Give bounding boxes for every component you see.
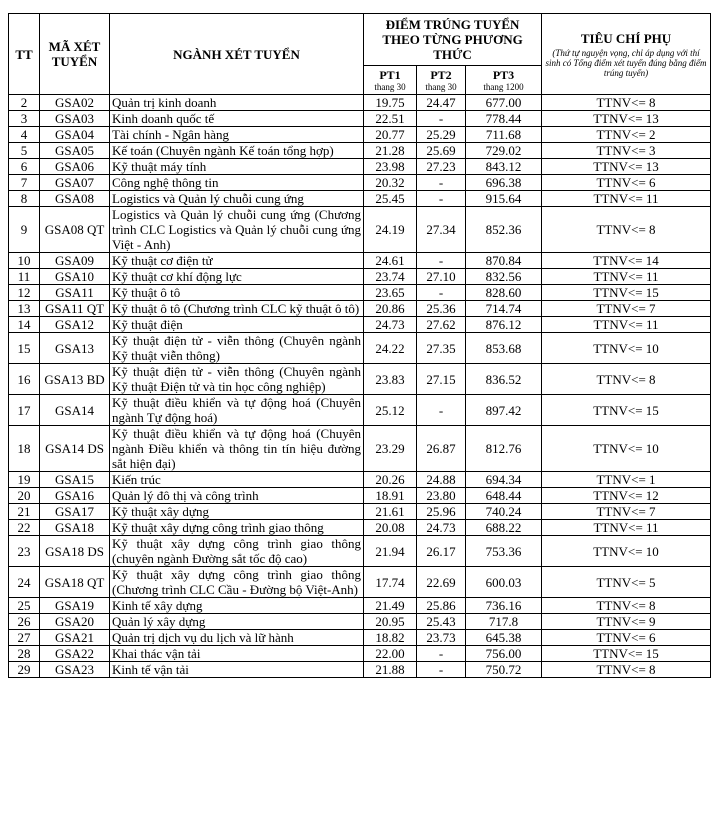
table-row [9, 614, 711, 630]
row-criteria: TTNV<= 11 [542, 191, 711, 207]
table-row [9, 504, 711, 520]
row-criteria: TTNV<= 8 [542, 207, 711, 253]
row-pt1-score: 20.95 [364, 614, 417, 630]
row-criteria: TTNV<= 10 [542, 333, 711, 364]
table-row [9, 333, 711, 364]
row-number: 28 [9, 646, 40, 662]
row-pt2-score: 23.80 [417, 488, 466, 504]
row-code: GSA08 QT [40, 207, 110, 253]
row-number: 19 [9, 472, 40, 488]
row-major: Kiến trúc [110, 472, 364, 488]
row-number: 26 [9, 614, 40, 630]
row-pt1-score: 22.00 [364, 646, 417, 662]
row-number: 6 [9, 159, 40, 175]
header-criteria [542, 14, 711, 95]
row-major: Tài chính - Ngân hàng [110, 127, 364, 143]
header-tt: TT [9, 14, 40, 95]
row-pt1-score: 17.74 [364, 567, 417, 598]
row-pt3-score: 836.52 [466, 364, 542, 395]
row-pt3-score: 756.00 [466, 646, 542, 662]
row-major: Quản trị kinh doanh [110, 95, 364, 111]
table-row [9, 646, 711, 662]
header-pt1-scale: thang 30 [374, 81, 406, 92]
table-row [9, 111, 711, 127]
table-header [9, 14, 711, 95]
row-criteria: TTNV<= 7 [542, 301, 711, 317]
table-row [9, 567, 711, 598]
row-pt1-score: 25.45 [364, 191, 417, 207]
row-criteria: TTNV<= 6 [542, 175, 711, 191]
row-pt3-score: 696.38 [466, 175, 542, 191]
row-pt3-score: 694.34 [466, 472, 542, 488]
row-pt3-score: 852.36 [466, 207, 542, 253]
row-pt2-score: 25.43 [417, 614, 466, 630]
row-pt3-score: 753.36 [466, 536, 542, 567]
row-code: GSA22 [40, 646, 110, 662]
row-criteria: TTNV<= 6 [542, 630, 711, 646]
header-pt1-label: PT1 [379, 67, 401, 82]
table-row [9, 191, 711, 207]
table-body [9, 95, 711, 678]
row-code: GSA11 [40, 285, 110, 301]
row-pt3-score: 750.72 [466, 662, 542, 678]
row-major: Kỹ thuật cơ điện tử [110, 253, 364, 269]
row-major: Kinh tế xây dựng [110, 598, 364, 614]
row-pt3-score: 812.76 [466, 426, 542, 472]
header-pt3-label: PT3 [492, 67, 515, 82]
header-criteria-title: TIÊU CHÍ PHỤ [580, 30, 672, 46]
table-row [9, 520, 711, 536]
row-code: GSA14 [40, 395, 110, 426]
table-row [9, 269, 711, 285]
row-criteria: TTNV<= 15 [542, 285, 711, 301]
row-criteria: TTNV<= 15 [542, 395, 711, 426]
header-pt2 [417, 66, 466, 95]
row-criteria: TTNV<= 9 [542, 614, 711, 630]
row-pt3-score: 645.38 [466, 630, 542, 646]
row-pt3-score: 717.8 [466, 614, 542, 630]
row-pt1-score: 22.51 [364, 111, 417, 127]
row-number: 2 [9, 95, 40, 111]
row-pt2-score: 22.69 [417, 567, 466, 598]
header-pt2-label: PT2 [430, 67, 452, 82]
row-number: 11 [9, 269, 40, 285]
row-pt1-score: 25.12 [364, 395, 417, 426]
header-pt3 [466, 66, 542, 95]
row-pt3-score: 778.44 [466, 111, 542, 127]
row-pt1-score: 23.74 [364, 269, 417, 285]
header-score-group: ĐIỂM TRÚNG TUYỂN THEO TỪNG PHƯƠNG THỨC [364, 14, 542, 66]
row-pt3-score: 740.24 [466, 504, 542, 520]
header-code: MÃ XÉT TUYỂN [40, 14, 110, 95]
row-code: GSA14 DS [40, 426, 110, 472]
row-major: Kỹ thuật ô tô (Chương trình CLC kỹ thuật ô tô) [110, 301, 364, 317]
row-code: GSA15 [40, 472, 110, 488]
row-criteria: TTNV<= 2 [542, 127, 711, 143]
row-pt2-score: 24.47 [417, 95, 466, 111]
row-pt1-score: 21.49 [364, 598, 417, 614]
table-row [9, 159, 711, 175]
header-major: NGÀNH XÉT TUYỂN [110, 14, 364, 95]
row-number: 4 [9, 127, 40, 143]
row-criteria: TTNV<= 12 [542, 488, 711, 504]
row-pt2-score: 23.73 [417, 630, 466, 646]
row-number: 12 [9, 285, 40, 301]
row-code: GSA04 [40, 127, 110, 143]
row-pt2-score: 27.15 [417, 364, 466, 395]
row-number: 15 [9, 333, 40, 364]
row-major: Kỹ thuật xây dựng công trình giao thông (Chương trình CLC Cầu - Đường bộ Việt-Anh) [110, 567, 364, 598]
row-pt2-score: - [417, 395, 466, 426]
row-code: GSA13 [40, 333, 110, 364]
row-code: GSA06 [40, 159, 110, 175]
row-pt2-score: 27.34 [417, 207, 466, 253]
row-criteria: TTNV<= 13 [542, 111, 711, 127]
row-number: 8 [9, 191, 40, 207]
admission-scores-document [8, 13, 710, 678]
row-pt1-score: 20.26 [364, 472, 417, 488]
row-pt2-score: - [417, 646, 466, 662]
row-number: 23 [9, 536, 40, 567]
row-pt1-score: 21.94 [364, 536, 417, 567]
row-pt1-score: 21.88 [364, 662, 417, 678]
row-pt1-score: 20.86 [364, 301, 417, 317]
row-number: 20 [9, 488, 40, 504]
row-pt1-score: 23.83 [364, 364, 417, 395]
row-pt2-score: 24.73 [417, 520, 466, 536]
row-criteria: TTNV<= 8 [542, 662, 711, 678]
row-criteria: TTNV<= 15 [542, 646, 711, 662]
row-major: Kỹ thuật điều khiển và tự động hoá (Chuyên ngành Điều khiển và thông tin tín hiệu đường sắt hiện đại) [110, 426, 364, 472]
row-criteria: TTNV<= 5 [542, 567, 711, 598]
row-pt1-score: 24.73 [364, 317, 417, 333]
row-pt2-score: 27.23 [417, 159, 466, 175]
row-pt2-score: - [417, 662, 466, 678]
row-code: GSA17 [40, 504, 110, 520]
row-pt2-score: - [417, 253, 466, 269]
row-pt2-score: - [417, 111, 466, 127]
row-number: 21 [9, 504, 40, 520]
row-pt1-score: 23.98 [364, 159, 417, 175]
row-criteria: TTNV<= 7 [542, 504, 711, 520]
table-row [9, 364, 711, 395]
row-major: Logistics và Quản lý chuỗi cung ứng (Chương trình CLC Logistics và Quản lý chuỗi cung ứng Việt - Anh) [110, 207, 364, 253]
row-pt1-score: 18.82 [364, 630, 417, 646]
table-row [9, 127, 711, 143]
header-criteria-note: (Thứ tự nguyện vọng, chỉ áp dụng với thí sinh có Tổng điểm xét tuyển đúng bằng điểm trúng tuyển) [545, 47, 707, 78]
row-pt1-score: 18.91 [364, 488, 417, 504]
row-criteria: TTNV<= 10 [542, 536, 711, 567]
row-pt1-score: 20.77 [364, 127, 417, 143]
row-major: Kỹ thuật điện tử - viễn thông (Chuyên ngành Kỹ thuật viễn thông) [110, 333, 364, 364]
row-pt3-score: 897.42 [466, 395, 542, 426]
row-number: 17 [9, 395, 40, 426]
row-pt1-score: 20.32 [364, 175, 417, 191]
row-pt3-score: 853.68 [466, 333, 542, 364]
row-criteria: TTNV<= 11 [542, 317, 711, 333]
row-pt2-score: 26.87 [417, 426, 466, 472]
row-number: 13 [9, 301, 40, 317]
row-pt2-score: 26.17 [417, 536, 466, 567]
row-pt2-score: 27.10 [417, 269, 466, 285]
row-major: Kỹ thuật cơ khí động lực [110, 269, 364, 285]
table-row [9, 426, 711, 472]
row-pt3-score: 915.64 [466, 191, 542, 207]
row-code: GSA08 [40, 191, 110, 207]
table-row [9, 253, 711, 269]
row-pt1-score: 24.19 [364, 207, 417, 253]
row-pt2-score: 25.69 [417, 143, 466, 159]
row-major: Kỹ thuật máy tính [110, 159, 364, 175]
row-pt3-score: 832.56 [466, 269, 542, 285]
row-code: GSA11 QT [40, 301, 110, 317]
row-number: 24 [9, 567, 40, 598]
row-pt1-score: 21.28 [364, 143, 417, 159]
row-pt3-score: 870.84 [466, 253, 542, 269]
row-code: GSA13 BD [40, 364, 110, 395]
row-major: Kỹ thuật xây dựng [110, 504, 364, 520]
table-row [9, 317, 711, 333]
row-pt3-score: 843.12 [466, 159, 542, 175]
row-code: GSA19 [40, 598, 110, 614]
row-pt3-score: 828.60 [466, 285, 542, 301]
row-code: GSA07 [40, 175, 110, 191]
row-pt1-score: 20.08 [364, 520, 417, 536]
row-major: Kỹ thuật ô tô [110, 285, 364, 301]
row-criteria: TTNV<= 1 [542, 472, 711, 488]
row-major: Kỹ thuật xây dựng công trình giao thông (chuyên ngành Đường sắt tốc độ cao) [110, 536, 364, 567]
row-criteria: TTNV<= 3 [542, 143, 711, 159]
row-major: Khai thác vận tải [110, 646, 364, 662]
row-pt2-score: - [417, 191, 466, 207]
row-number: 7 [9, 175, 40, 191]
table-row [9, 175, 711, 191]
admission-scores-table [8, 13, 711, 678]
row-major: Quản lý đô thị và công trình [110, 488, 364, 504]
table-row [9, 630, 711, 646]
table-row [9, 143, 711, 159]
row-major: Kỹ thuật xây dựng công trình giao thông [110, 520, 364, 536]
row-major: Kỹ thuật điện tử - viễn thông (Chuyên ngành Kỹ thuật Điện tử và tin học công nghiệp) [110, 364, 364, 395]
row-criteria: TTNV<= 10 [542, 426, 711, 472]
row-pt2-score: 25.96 [417, 504, 466, 520]
row-number: 18 [9, 426, 40, 472]
row-criteria: TTNV<= 8 [542, 95, 711, 111]
row-number: 3 [9, 111, 40, 127]
row-code: GSA20 [40, 614, 110, 630]
row-code: GSA10 [40, 269, 110, 285]
row-pt2-score: 27.35 [417, 333, 466, 364]
table-row [9, 598, 711, 614]
row-criteria: TTNV<= 14 [542, 253, 711, 269]
row-major: Kinh tế vận tải [110, 662, 364, 678]
row-code: GSA16 [40, 488, 110, 504]
row-pt1-score: 24.61 [364, 253, 417, 269]
row-pt3-score: 876.12 [466, 317, 542, 333]
row-criteria: TTNV<= 11 [542, 520, 711, 536]
row-code: GSA12 [40, 317, 110, 333]
row-major: Kỹ thuật điều khiển và tự động hoá (Chuyên ngành Tự động hoá) [110, 395, 364, 426]
table-row [9, 95, 711, 111]
row-number: 9 [9, 207, 40, 253]
row-criteria: TTNV<= 13 [542, 159, 711, 175]
row-pt1-score: 24.22 [364, 333, 417, 364]
row-code: GSA05 [40, 143, 110, 159]
row-major: Kỹ thuật điện [110, 317, 364, 333]
table-row [9, 662, 711, 678]
row-major: Kế toán (Chuyên ngành Kế toán tổng hợp) [110, 143, 364, 159]
row-pt1-score: 19.75 [364, 95, 417, 111]
table-row [9, 488, 711, 504]
row-pt1-score: 21.61 [364, 504, 417, 520]
row-pt2-score: 25.29 [417, 127, 466, 143]
row-major: Kinh doanh quốc tế [110, 111, 364, 127]
row-pt3-score: 711.68 [466, 127, 542, 143]
row-pt3-score: 688.22 [466, 520, 542, 536]
header-pt1 [364, 66, 417, 95]
row-pt3-score: 648.44 [466, 488, 542, 504]
row-code: GSA18 QT [40, 567, 110, 598]
row-code: GSA18 [40, 520, 110, 536]
table-row [9, 395, 711, 426]
row-code: GSA21 [40, 630, 110, 646]
row-number: 10 [9, 253, 40, 269]
row-criteria: TTNV<= 8 [542, 364, 711, 395]
row-major: Logistics và Quản lý chuỗi cung ứng [110, 191, 364, 207]
row-pt1-score: 23.65 [364, 285, 417, 301]
row-pt2-score: 24.88 [417, 472, 466, 488]
table-row [9, 536, 711, 567]
row-code: GSA09 [40, 253, 110, 269]
row-number: 14 [9, 317, 40, 333]
row-major: Quản lý xây dựng [110, 614, 364, 630]
row-pt3-score: 677.00 [466, 95, 542, 111]
table-row [9, 472, 711, 488]
row-code: GSA23 [40, 662, 110, 678]
row-major: Quản trị dịch vụ du lịch và lữ hành [110, 630, 364, 646]
row-pt3-score: 600.03 [466, 567, 542, 598]
table-row [9, 207, 711, 253]
row-major: Công nghệ thông tin [110, 175, 364, 191]
row-pt2-score: 25.86 [417, 598, 466, 614]
row-number: 27 [9, 630, 40, 646]
row-number: 25 [9, 598, 40, 614]
row-pt3-score: 714.74 [466, 301, 542, 317]
row-number: 5 [9, 143, 40, 159]
row-pt1-score: 23.29 [364, 426, 417, 472]
row-code: GSA18 DS [40, 536, 110, 567]
row-pt3-score: 729.02 [466, 143, 542, 159]
row-pt2-score: 27.62 [417, 317, 466, 333]
row-pt2-score: 25.36 [417, 301, 466, 317]
row-criteria: TTNV<= 8 [542, 598, 711, 614]
table-row [9, 301, 711, 317]
row-pt2-score: - [417, 175, 466, 191]
row-code: GSA03 [40, 111, 110, 127]
row-number: 29 [9, 662, 40, 678]
row-number: 16 [9, 364, 40, 395]
row-pt2-score: - [417, 285, 466, 301]
row-code: GSA02 [40, 95, 110, 111]
row-criteria: TTNV<= 11 [542, 269, 711, 285]
table-row [9, 285, 711, 301]
row-number: 22 [9, 520, 40, 536]
header-pt3-scale: thang 1200 [483, 81, 524, 92]
row-pt3-score: 736.16 [466, 598, 542, 614]
header-pt2-scale: thang 30 [425, 81, 457, 92]
